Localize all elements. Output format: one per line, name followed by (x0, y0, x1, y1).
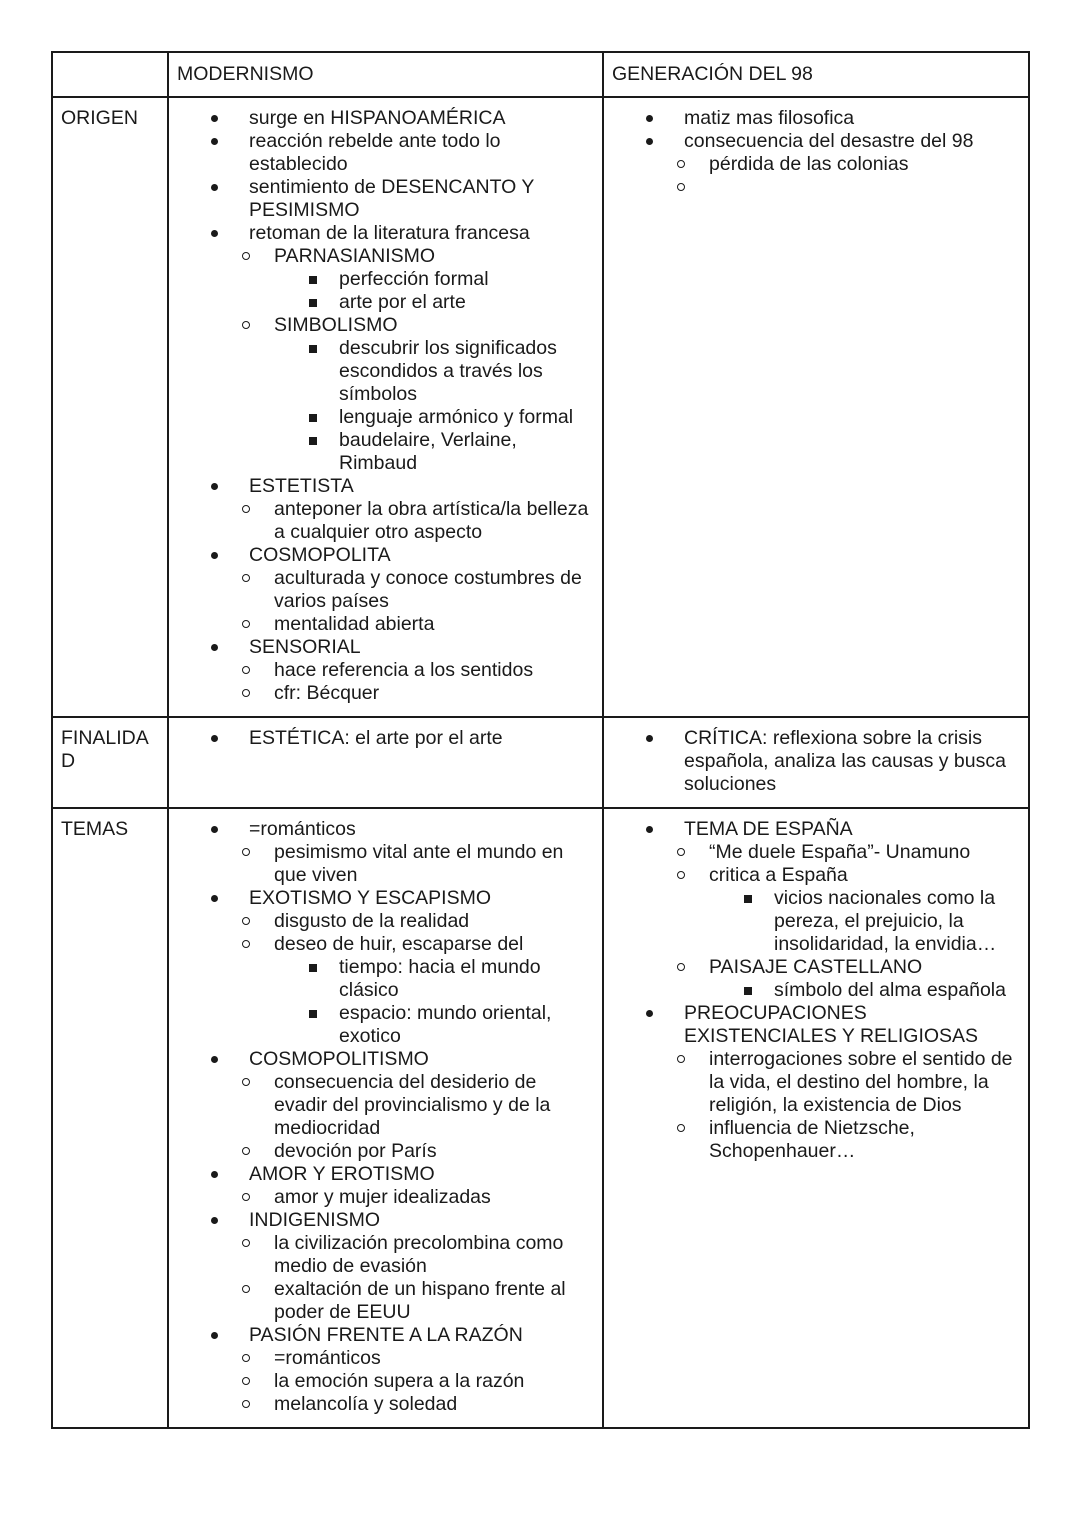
list-item (209, 818, 594, 887)
header-cell-empty (52, 52, 168, 97)
list-item-text: consecuencia del desastre del 98 (684, 130, 974, 152)
list-item-text: =románticos (274, 1347, 381, 1369)
list-item (209, 1393, 594, 1416)
list-item-text: vicios nacionales como la pereza, el prejuicio, la insolidaridad, la envidia… (774, 887, 997, 955)
bullet-list-level-1 (209, 818, 594, 1416)
bullet-list-level-2 (209, 1232, 594, 1324)
row-label: ORIGEN (52, 97, 168, 717)
list-item (209, 107, 594, 130)
modernismo-cell (168, 808, 603, 1428)
list-item-text: consecuencia del desiderio de evadir del provincialismo y de la mediocridad (274, 1071, 551, 1139)
list-item (644, 887, 1020, 956)
list-item (209, 933, 594, 1048)
list-item-text: AMOR Y EROTISMO (249, 1163, 435, 1185)
list-item-text: devoción por París (274, 1140, 437, 1162)
list-item (209, 406, 594, 429)
list-item-text: sentimiento de DESENCANTO Y PESIMISMO (249, 176, 535, 221)
bullet-list-level-1 (644, 107, 1020, 199)
list-item-text: SENSORIAL (249, 636, 361, 658)
bullet-list-level-2 (209, 910, 594, 1048)
list-item-text: exaltación de un hispano frente al poder de EEUU (274, 1278, 566, 1323)
row-finalidad (52, 717, 1029, 808)
list-item (209, 636, 594, 705)
list-item (209, 841, 594, 887)
list-item-text: INDIGENISMO (249, 1209, 381, 1231)
list-item-text: hace referencia a los sentidos (274, 659, 534, 681)
row-label: TEMAS (52, 808, 168, 1428)
list-item (644, 130, 1020, 199)
bullet-list-level-2 (209, 1186, 594, 1209)
list-item-text: critica a España (709, 864, 848, 886)
list-item (209, 222, 594, 475)
list-item (644, 1117, 1020, 1163)
list-item (209, 498, 594, 544)
bullet-list-level-2 (644, 153, 1020, 199)
modernismo-cell (168, 717, 603, 808)
list-item (209, 1048, 594, 1163)
list-item (209, 291, 594, 314)
list-item (209, 176, 594, 222)
bullet-list-level-3 (644, 887, 1020, 956)
list-item-text: arte por el arte (339, 291, 466, 313)
row-origen (52, 97, 1029, 717)
list-item (209, 314, 594, 475)
list-item-text: perfección formal (339, 268, 489, 290)
list-item (209, 1347, 594, 1370)
list-item (644, 727, 1020, 796)
list-item (644, 818, 1020, 1002)
list-item (644, 956, 1020, 1002)
list-item (644, 1048, 1020, 1117)
list-item (644, 1002, 1020, 1163)
list-item-text: “Me duele España”- Unamuno (709, 841, 971, 863)
list-item (209, 910, 594, 933)
bullet-list-level-2 (209, 841, 594, 887)
list-item-text: matiz mas filosofica (684, 107, 855, 129)
list-item-text: influencia de Nietzsche, Schopenhauer… (709, 1117, 915, 1162)
bullet-list-level-2 (209, 1347, 594, 1416)
list-item (644, 979, 1020, 1002)
list-item-text: tiempo: hacia el mundo clásico (339, 956, 541, 1001)
bullet-list-level-3 (209, 956, 594, 1048)
list-item (209, 682, 594, 705)
bullet-list-level-3 (209, 268, 594, 314)
list-item (209, 727, 594, 750)
bullet-list-level-1 (644, 727, 1020, 796)
row-temas (52, 808, 1029, 1428)
list-item-text: pesimismo vital ante el mundo en que viven (274, 841, 564, 886)
list-item (209, 1232, 594, 1278)
list-item-text: COSMOPOLITISMO (249, 1048, 429, 1070)
list-item (209, 475, 594, 544)
list-item (644, 864, 1020, 956)
list-item (209, 337, 594, 406)
list-item (209, 1186, 594, 1209)
list-item (644, 841, 1020, 864)
list-item-text: espacio: mundo oriental, exotico (339, 1002, 552, 1047)
comparison-table (51, 51, 1030, 1429)
list-item-text: =románticos (249, 818, 356, 840)
list-item-text: PARNASIANISMO (274, 245, 436, 267)
list-item (209, 567, 594, 613)
list-item-text: interrogaciones sobre el sentido de la vida, el destino del hombre, la religión, la existencia de Dios (709, 1048, 1013, 1116)
list-item (209, 130, 594, 176)
list-item-text: COSMOPOLITA (249, 544, 391, 566)
list-item-text: TEMA DE ESPAÑA (684, 818, 853, 840)
header-cell-generacion98: GENERACIÓN DEL 98 (603, 52, 1029, 97)
list-item (209, 1278, 594, 1324)
list-item-text: la civilización precolombina como medio de evasión (274, 1232, 564, 1277)
generacion98-cell (603, 717, 1029, 808)
list-item-text: disgusto de la realidad (274, 910, 470, 932)
list-item-text: lenguaje armónico y formal (339, 406, 574, 428)
list-item (209, 1002, 594, 1048)
generacion98-cell (603, 97, 1029, 717)
list-item-text: pérdida de las colonias (709, 153, 909, 175)
list-item-text: ESTETISTA (249, 475, 354, 497)
bullet-list-level-2 (209, 498, 594, 544)
bullet-list-level-1 (209, 727, 594, 750)
list-item-text: surge en HISPANOAMÉRICA (249, 107, 506, 129)
modernismo-cell (168, 97, 603, 717)
bullet-list-level-2 (644, 1048, 1020, 1163)
list-item (209, 245, 594, 314)
bullet-list-level-2 (209, 1071, 594, 1163)
bullet-list-level-3 (209, 337, 594, 475)
list-item-text: melancolía y soledad (274, 1393, 458, 1415)
list-item (209, 544, 594, 636)
list-item-text: descubrir los significados escondidos a través los símbolos (339, 337, 557, 405)
list-item (644, 176, 1020, 199)
bullet-list-level-3 (644, 979, 1020, 1002)
list-item-text: retoman de la literatura francesa (249, 222, 530, 244)
list-item-text: PREOCUPACIONES EXISTENCIALES Y RELIGIOSAS (684, 1002, 979, 1047)
bullet-list-level-2 (209, 567, 594, 636)
list-item-text: cfr: Bécquer (274, 682, 380, 704)
list-item-text: CRÍTICA: reflexiona sobre la crisis española, analiza las causas y busca soluciones (684, 727, 1006, 795)
list-item-text: amor y mujer idealizadas (274, 1186, 491, 1208)
list-item (209, 613, 594, 636)
list-item-text: aculturada y conoce costumbres de varios países (274, 567, 582, 612)
bullet-list-level-1 (209, 107, 594, 705)
list-item (209, 1370, 594, 1393)
list-item (209, 659, 594, 682)
list-item-text: reacción rebelde ante todo lo establecido (249, 130, 501, 175)
list-item-text: PASIÓN FRENTE A LA RAZÓN (249, 1324, 523, 1346)
list-item (209, 1324, 594, 1416)
generacion98-cell (603, 808, 1029, 1428)
bullet-list-level-1 (644, 818, 1020, 1163)
list-item-text: anteponer la obra artística/la belleza a cualquier otro aspecto (274, 498, 589, 543)
list-item (644, 107, 1020, 130)
list-item (209, 1209, 594, 1324)
list-item-text: símbolo del alma española (774, 979, 1006, 1001)
list-item (209, 429, 594, 475)
list-item (644, 153, 1020, 176)
list-item-text: EXOTISMO Y ESCAPISMO (249, 887, 492, 909)
bullet-list-level-2 (644, 841, 1020, 1002)
header-cell-modernismo: MODERNISMO (168, 52, 603, 97)
list-item-text: SIMBOLISMO (274, 314, 398, 336)
bullet-list-level-2 (209, 659, 594, 705)
list-item-text: la emoción supera a la razón (274, 1370, 525, 1392)
list-item-text: ESTÉTICA: el arte por el arte (249, 727, 503, 749)
list-item (209, 887, 594, 1048)
list-item (209, 1071, 594, 1140)
list-item (209, 1140, 594, 1163)
list-item-text: PAISAJE CASTELLANO (709, 956, 923, 978)
row-label: FINALIDA D (52, 717, 168, 808)
list-item (209, 1163, 594, 1209)
list-item-text: deseo de huir, escaparse del (274, 933, 524, 955)
list-item-text: baudelaire, Verlaine, Rimbaud (339, 429, 517, 474)
header-row (52, 52, 1029, 97)
bullet-list-level-2 (209, 245, 594, 475)
list-item-text: mentalidad abierta (274, 613, 435, 635)
list-item (209, 268, 594, 291)
list-item (209, 956, 594, 1002)
